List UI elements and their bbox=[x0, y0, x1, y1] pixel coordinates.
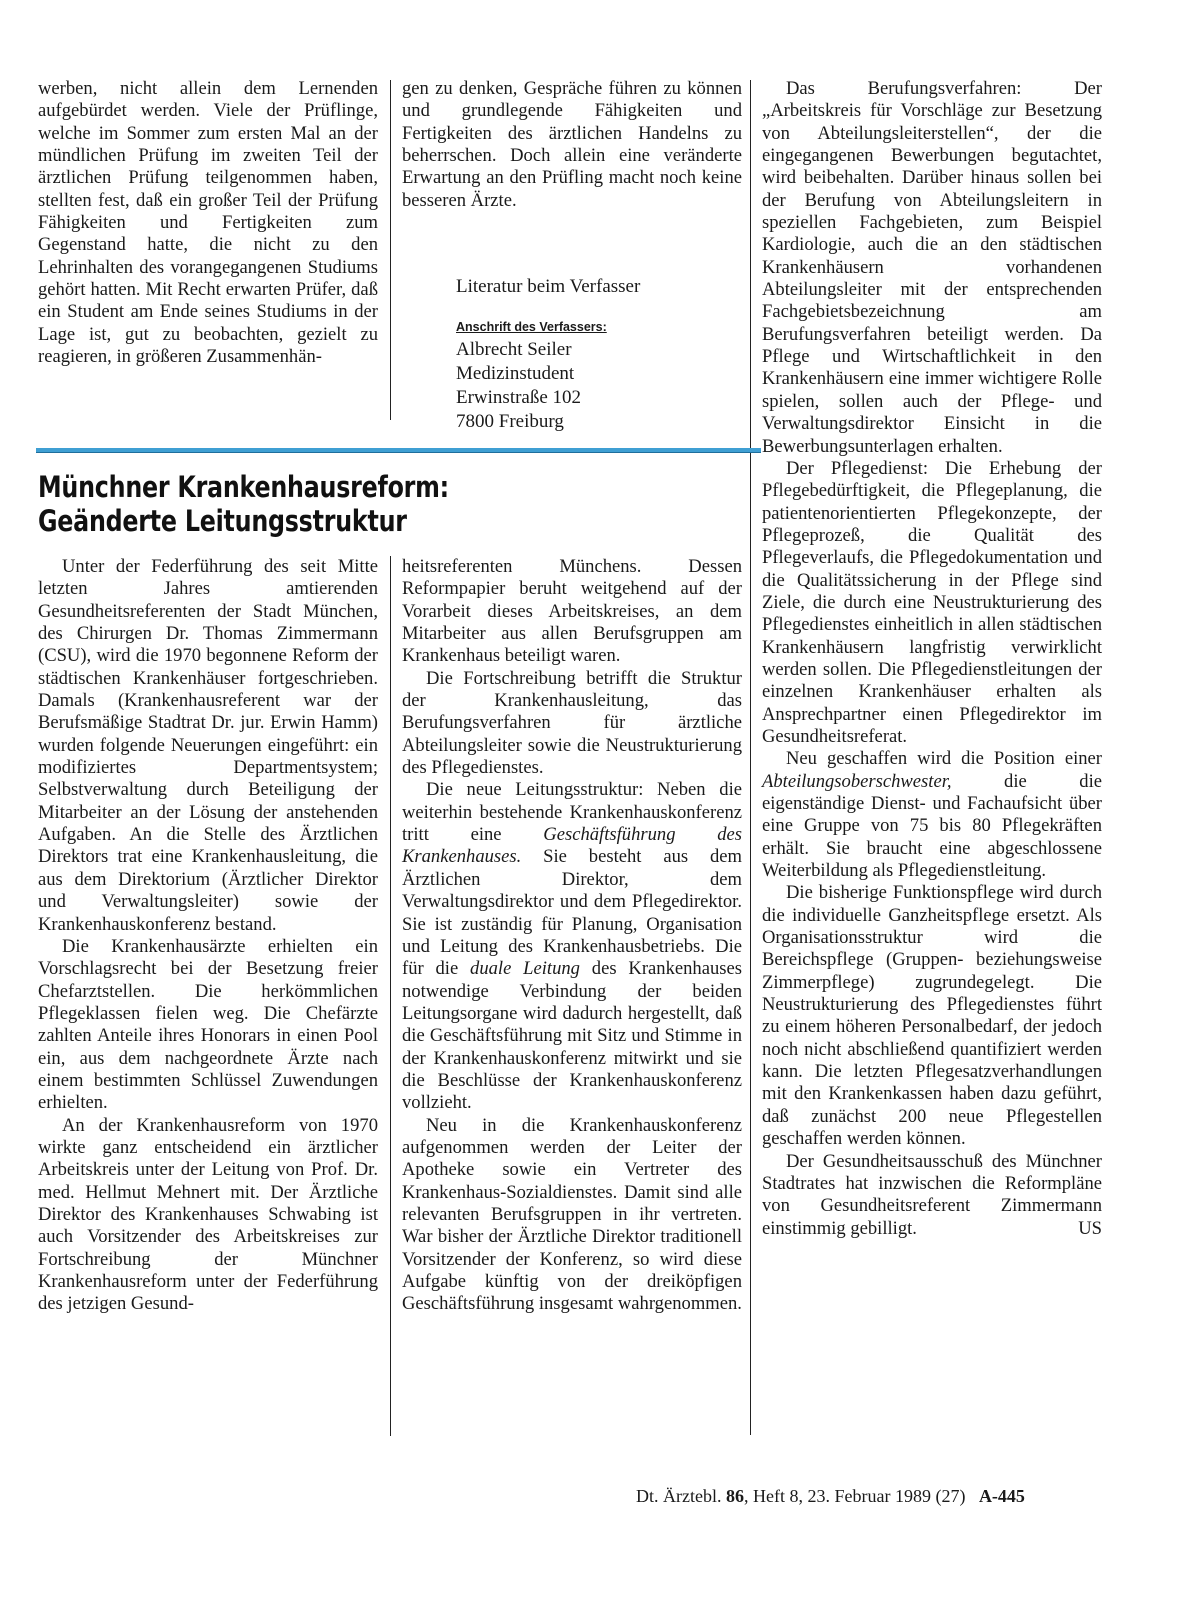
emphasis: duale Leitung bbox=[470, 958, 580, 980]
column-divider bbox=[390, 556, 391, 1436]
issue-info: , Heft 8, 23. Februar 1989 (27) bbox=[743, 1486, 966, 1506]
paragraph: Die neue Leitungsstruktur: Neben die weiterhin bestehende Krankenhauskonferenz tritt eine Geschäftsführung des Krankenhauses. Sie besteht aus dem Ärztlichen Direktor, dem Verwaltungsdirektor und dem Pflegedirektor. Sie ist zuständig für Planung, Organisation und Leitung des Krankenhausbetriebs. Die für die duale Leitung des Krankenhauses notwendige Verbindung der beiden Leitungsorgane wird dadurch hergestellt, daß die Geschäftsführung mit Sitz und Stimme in der Krankenhauskonferenz mitwirkt und sie die Beschlüsse der Krankenhauskonferenz vollzieht. bbox=[402, 779, 743, 1114]
headline-line-2: Geänderte Leitungsstruktur bbox=[38, 504, 407, 538]
paragraph: Das Berufungsverfahren: Der „Arbeitskreis für Vorschläge zur Besetzung von Abteilungsleiterstellen“, der die eingegangenen Bewerbungen begutachtet, wird beibehalten. Darüber hinaus sollen bei der Berufung von Abteilungsleitern in speziellen Fachgebieten, zum Beispiel Kardiologie, auch die an den städtischen Krankenhäusern vorhandenen Abteilungsleiter mit der entsprechenden Fachgebietsbezeichnung am Berufungsverfahren beteiligt werden. Da Pflege und Wirtschaftlichkeit in den Krankenhäusern eine immer wichtigere Rolle spielen, sollen auch der Pflege- und Verwaltungsdirektor Einsicht in die Bewerbungsunterlagen erhalten. bbox=[762, 78, 1102, 457]
paragraph: Der Pflegedienst: Die Erhebung der Pflegebedürftigkeit, die Pflegeplanung, die patientenorientierten Pflegekonzepte, der Pflegeprozeß, die Qualität des Pflegeverlaufs, die Pflegedokumentation und die Qualitätssicherung in der Pflege sind Ziele, die durch eine Neustrukturierung des Pflegedienstes einheitlich in allen städtischen Krankenhäusern langfristig verwirklicht werden sollen. Die Pflegedienstleitungen der einzelnen Krankenhäuser erhalten als Ansprechpartner einen Pflegedirektor im Gesundheitsreferat. bbox=[762, 457, 1102, 747]
paragraph: Die bisherige Funktionspflege wird durch die individuelle Ganzheitspflege ersetzt. Als Organisationsstruktur wird die Bereichspflege (Gruppen- beziehungsweise Zimmerpflege) zugrundegelegt. Die Neustrukturierung des Pflegedienstes führt zu einem höheren Personalbedarf, der jedoch noch nicht abschließend quantifiziert werden kann. Die letzten Pflegesatzverhandlungen mit den Krankenkassen haben dazu geführt, daß zunächst 200 neue Pflegestellen geschaffen werden können. bbox=[762, 882, 1102, 1150]
article-column-2 bbox=[402, 556, 742, 1316]
emphasis: Geschäftsführung des Krankenhauses. bbox=[402, 824, 743, 868]
address-line: Medizinstudent bbox=[456, 363, 575, 384]
paragraph: gen zu denken, Gespräche führen zu können und grundlegende Fähigkeiten und Fertigkeiten des ärztlichen Handelns zu beherrschen. Doch allein eine veränderte Erwartung an den Prüfling macht noch keine besseren Ärzte. bbox=[402, 78, 742, 211]
column-divider bbox=[750, 80, 751, 1435]
author-address bbox=[456, 338, 581, 434]
paragraph: Die Krankenhausärzte erhielten ein Vorschlagsrecht bei der Besetzung freier Chefarztstellen. Die herkömmlichen Pflegeklassen fielen weg. Die Chefärzte zahlten Anteile ihres Honorars in einen Pool ein, aus dem nachgeordnete Ärzte nach einem bestimmten Schlüssel Zuwendungen erhielten. bbox=[38, 935, 378, 1114]
article-column-3 bbox=[762, 78, 1102, 1240]
address-line: 7800 Freiburg bbox=[456, 411, 564, 432]
top-middle-column bbox=[402, 78, 742, 212]
paragraph: Der Gesundheitsausschuß des Münchner Stadtrates hat inzwischen die Reformpläne von Gesundheitsreferent Zimmermann einstimmig gebilligt. US bbox=[762, 1150, 1102, 1239]
emphasis: Abteilungsoberschwester, bbox=[762, 770, 952, 792]
address-line: Erwinstraße 102 bbox=[456, 387, 582, 408]
address-line: Albrecht Seiler bbox=[456, 339, 572, 360]
paragraph: An der Krankenhausreform von 1970 wirkte ganz entscheidend ein ärztlicher Arbeitskreis unter der Leitung von Prof. Dr. med. Hellmut Mehnert mit. Der Ärztliche Direktor des Krankenhauses Schwabing ist auch Vorsitzender des Arbeitskreises zur Fortschreibung der Münchner Krankenhausreform unter der Federführung des jetzigen Gesund- bbox=[38, 1114, 378, 1315]
author-initials: US bbox=[1078, 1217, 1102, 1239]
article-headline bbox=[38, 470, 628, 538]
literature-note: Literatur beim Verfasser bbox=[456, 276, 641, 297]
address-heading: Anschrift des Verfassers: bbox=[456, 320, 607, 334]
paragraph: werben, nicht allein dem Lernenden aufgebürdet werden. Viele der Prüflinge, welche im Sommer zum ersten Mal an der mündlichen Prüfung im zweiten Teil der ärztlichen Prüfung teilgenommen haben, stellten fest, daß ein großer Teil der Prüfung Fähigkeiten und Fertigkeiten zum Gegenstand hatte, die nicht zu den Lehrinhalten des vorangegangenen Studiums gehört hatten. Mit Recht erwarten Prüfer, daß ein Student am Ende seines Studiums in der Lage ist, gut zu beobachten, gezielt zu reagieren, in größeren Zusammenhän- bbox=[38, 78, 378, 368]
paragraph: Die Fortschreibung betrifft die Struktur der Krankenhausleitung, das Berufungsverfahren für ärztliche Abteilungsleiter sowie die Neustrukturierung des Pflegedienstes. bbox=[402, 667, 742, 779]
section-divider bbox=[36, 448, 761, 453]
paragraph: heitsreferenten Münchens. Dessen Reformpapier beruht weitgehend auf der Vorarbeit dieses Arbeitskreises, an dem Mitarbeiter aus allen Berufsgruppen am Krankenhaus beteiligt waren. bbox=[402, 556, 742, 667]
journal-name: Dt. Ärztebl. bbox=[636, 1486, 722, 1506]
column-divider bbox=[390, 80, 391, 420]
headline-line-1: Münchner Krankenhausreform: bbox=[38, 470, 449, 504]
page-footer bbox=[636, 1486, 1025, 1507]
page-number: A-445 bbox=[978, 1486, 1025, 1506]
journal-volume: 86 bbox=[725, 1486, 744, 1506]
paragraph: Neu in die Krankenhauskonferenz aufgenommen werden der Leiter der Apotheke sowie ein Vertreter des Krankenhaus-Sozialdienstes. Damit sind alle relevanten Berufsgruppen in ihr vertreten. War bisher der Ärztliche Direktor traditionell Vorsitzender der Konferenz, so wird diese Aufgabe künftig von der dreiköpfigen Geschäftsführung insgesamt wahrgenommen. bbox=[402, 1114, 742, 1315]
paragraph: Neu geschaffen wird die Position einer Abteilungsoberschwester, die die eigenständige Dienst- und Fachaufsicht über eine Gruppe von 75 bis 80 Pflegekräften erhält. Sie braucht eine abgeschlossene Weiterbildung als Pflegedienstleitung. bbox=[762, 748, 1102, 882]
article-column-1 bbox=[38, 556, 378, 1316]
paragraph: Unter der Federführung des seit Mitte letzten Jahres amtierenden Gesundheitsreferenten der Stadt München, des Chirurgen Dr. Thomas Zimmermann (CSU), wird die 1970 begonnene Reform der städtischen Krankenhäuser fortgeschrieben. Damals (Krankenhausreferent war der Berufsmäßige Stadtrat Dr. jur. Erwin Hamm) wurden folgende Neuerungen eingeführt: ein modifiziertes Departmentsystem; Selbstverwaltung durch Beteiligung der Mitarbeiter an der Lösung der anstehenden Aufgaben. An die Stelle des Ärztlichen Direktors trat eine Krankenhausleitung, die aus dem Direktorium (Ärztlicher Direktor und Verwaltungsleiter) sowie der Krankenhauskonferenz bestand. bbox=[38, 556, 378, 935]
top-left-column bbox=[38, 78, 378, 368]
